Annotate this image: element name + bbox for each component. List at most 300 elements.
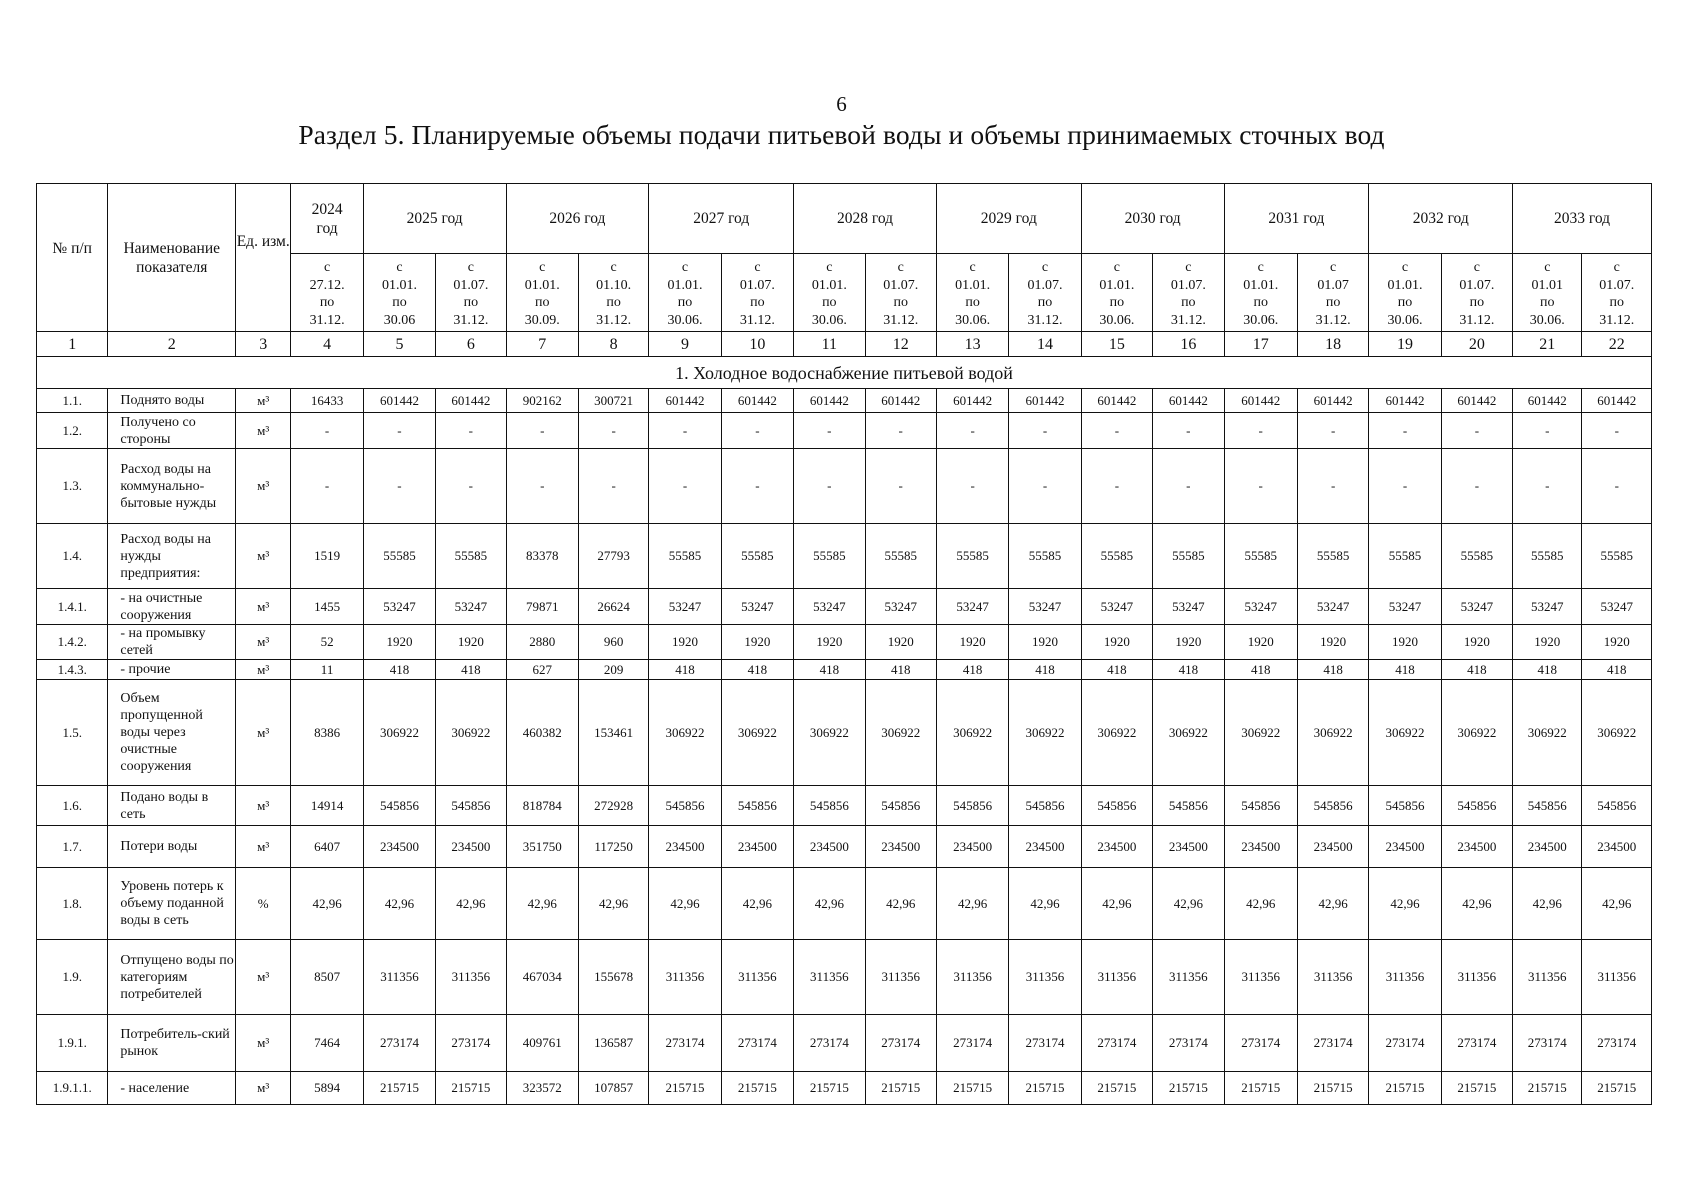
row-value: 311356: [721, 940, 793, 1015]
row-value: 418: [1369, 660, 1441, 680]
period-line: 27.12.: [309, 277, 345, 293]
row-value: 601442: [1081, 389, 1152, 413]
row-number: 1.9.1.1.: [37, 1072, 108, 1105]
row-value: 311356: [1513, 940, 1582, 1015]
period-line: 30.06.: [1099, 312, 1135, 328]
row-value: 8507: [291, 940, 363, 1015]
table-row: [37, 868, 1652, 940]
period-line: 01.07.: [1599, 277, 1635, 293]
row-value: -: [1224, 449, 1297, 524]
row-value: 215715: [1224, 1072, 1297, 1105]
period-line: по: [1253, 295, 1268, 310]
row-value: 545856: [436, 786, 506, 826]
row-value: 311356: [936, 940, 1008, 1015]
row-number: 1.4.1.: [37, 589, 108, 625]
column-number: 14: [1009, 332, 1081, 357]
row-value: 311356: [1369, 940, 1441, 1015]
row-value: 42,96: [1441, 868, 1512, 940]
section-title: Раздел 5. Планируемые объемы подачи питьевой воды и объемы принимаемых сточных вод: [298, 119, 1385, 150]
column-number: 18: [1297, 332, 1368, 357]
row-value: 55585: [1224, 524, 1297, 589]
row-name: - население: [108, 1072, 236, 1105]
row-value: 215715: [1081, 1072, 1152, 1105]
period-line: по: [1397, 295, 1413, 310]
row-value: 1920: [436, 625, 506, 660]
row-value: 215715: [436, 1072, 506, 1105]
row-value: 545856: [865, 786, 936, 826]
row-value: 42,96: [1153, 868, 1224, 940]
header-year: 2032 год: [1369, 184, 1513, 254]
period-line: по: [1469, 295, 1485, 310]
header-year-2024: 2024 год: [291, 184, 363, 254]
period-line: 31.12.: [739, 312, 775, 328]
header-period: [936, 254, 1008, 332]
row-value: 234500: [363, 826, 435, 868]
row-value: 55585: [794, 524, 865, 589]
row-value: -: [578, 413, 648, 449]
row-value: 306922: [1513, 680, 1582, 786]
section-heading: 1. Холодное водоснабжение питьевой водой: [37, 357, 1652, 389]
row-value: 53247: [1297, 589, 1368, 625]
header-period: [436, 254, 506, 332]
column-number: 13: [936, 332, 1008, 357]
row-value: 601442: [721, 389, 793, 413]
row-value: 1519: [291, 524, 363, 589]
row-value: 42,96: [1369, 868, 1441, 940]
row-number: 1.3.: [37, 449, 108, 524]
header-period: [578, 254, 648, 332]
row-value: 215715: [1009, 1072, 1081, 1105]
row-value: 215715: [1369, 1072, 1441, 1105]
header-year: 2027 год: [649, 184, 794, 254]
row-value: 601442: [649, 389, 721, 413]
row-value: 1920: [936, 625, 1008, 660]
row-value: -: [291, 413, 363, 449]
row-value: -: [1081, 449, 1152, 524]
row-unit: м³: [236, 413, 291, 449]
row-value: 627: [506, 660, 578, 680]
row-value: 273174: [1081, 1015, 1152, 1072]
period-line: 01.10.: [596, 277, 632, 293]
period-line: по: [1109, 295, 1125, 310]
row-value: 53247: [436, 589, 506, 625]
row-value: 418: [436, 660, 506, 680]
row-value: 215715: [794, 1072, 865, 1105]
row-value: 1920: [721, 625, 793, 660]
period-line: 31.12.: [596, 312, 632, 328]
row-value: 234500: [936, 826, 1008, 868]
period-line: 01.07: [1317, 277, 1349, 293]
row-name: Расход воды на нужды предприятия:: [108, 524, 236, 589]
column-number: 17: [1224, 332, 1297, 357]
row-value: 215715: [1441, 1072, 1512, 1105]
row-value: 306922: [1369, 680, 1441, 786]
page-number: 6: [836, 92, 847, 116]
row-value: 234500: [1513, 826, 1582, 868]
header-name: Наименование показателя: [108, 184, 236, 332]
period-line: 30.06: [383, 312, 416, 328]
table-row: [37, 413, 1652, 449]
row-value: 418: [1081, 660, 1152, 680]
header-period: [1582, 254, 1652, 332]
row-number: 1.5.: [37, 680, 108, 786]
row-value: 215715: [1153, 1072, 1224, 1105]
row-value: 418: [1224, 660, 1297, 680]
row-value: 273174: [436, 1015, 506, 1072]
row-value: 545856: [1009, 786, 1081, 826]
row-value: 42,96: [1582, 868, 1652, 940]
period-line: по: [463, 295, 479, 310]
period-line: с: [826, 260, 833, 275]
period-line: 01.01.: [524, 277, 560, 293]
period-line: 01.01.: [811, 277, 847, 293]
row-number: 1.4.: [37, 524, 108, 589]
period-line: 01.07.: [1459, 277, 1495, 293]
column-number: 2: [108, 332, 236, 357]
period-line: 01.01.: [1099, 277, 1135, 293]
row-unit: м³: [236, 524, 291, 589]
row-value: 234500: [1441, 826, 1512, 868]
row-value: 300721: [578, 389, 648, 413]
row-value: 418: [936, 660, 1008, 680]
column-number: 15: [1081, 332, 1152, 357]
column-number: 7: [506, 332, 578, 357]
period-line: с: [1257, 260, 1264, 275]
row-name: - на очистные сооружения: [108, 589, 236, 625]
row-value: 273174: [649, 1015, 721, 1072]
row-value: 601442: [1441, 389, 1512, 413]
column-number: 20: [1441, 332, 1512, 357]
row-value: 42,96: [1297, 868, 1368, 940]
row-value: 55585: [436, 524, 506, 589]
period-line: с: [1185, 260, 1192, 275]
row-value: 26624: [578, 589, 648, 625]
row-value: 418: [1297, 660, 1368, 680]
period-line: с: [323, 260, 331, 275]
row-value: 1920: [649, 625, 721, 660]
row-name: - прочие: [108, 660, 236, 680]
row-value: 545856: [1513, 786, 1582, 826]
row-value: 107857: [578, 1072, 648, 1105]
row-value: -: [363, 413, 435, 449]
table-row: [37, 1015, 1652, 1072]
header-year: 2030 год: [1081, 184, 1224, 254]
row-value: 53247: [865, 589, 936, 625]
row-name: Уровень потерь к объему поданной воды в сеть: [108, 868, 236, 940]
period-line: по: [677, 295, 693, 310]
row-value: 27793: [578, 524, 648, 589]
row-value: 42,96: [1513, 868, 1582, 940]
period-line: 01.07.: [1170, 277, 1206, 293]
row-number: 1.8.: [37, 868, 108, 940]
row-value: 311356: [1441, 940, 1512, 1015]
row-value: -: [578, 449, 648, 524]
row-value: -: [1441, 413, 1512, 449]
row-value: 418: [865, 660, 936, 680]
row-value: 306922: [1224, 680, 1297, 786]
period-line: с: [1401, 260, 1409, 275]
period-line: по: [319, 295, 335, 310]
period-line: по: [750, 295, 765, 310]
period-line: по: [965, 295, 980, 310]
row-value: 601442: [794, 389, 865, 413]
row-value: 601442: [1513, 389, 1582, 413]
column-number: 5: [363, 332, 435, 357]
row-value: -: [721, 449, 793, 524]
row-value: 42,96: [1224, 868, 1297, 940]
row-value: 53247: [1441, 589, 1512, 625]
row-value: 52: [291, 625, 363, 660]
row-value: 273174: [1582, 1015, 1652, 1072]
period-line: 30.06.: [1387, 312, 1423, 328]
row-unit: м³: [236, 625, 291, 660]
column-number: 1: [37, 332, 108, 357]
row-value: -: [1224, 413, 1297, 449]
row-value: 42,96: [649, 868, 721, 940]
row-value: 215715: [721, 1072, 793, 1105]
row-value: -: [436, 413, 506, 449]
row-value: 16433: [291, 389, 363, 413]
period-line: с: [610, 260, 617, 275]
row-value: 42,96: [506, 868, 578, 940]
section-heading-row: [37, 357, 1652, 389]
period-line: 31.12.: [883, 312, 919, 328]
row-value: 545856: [1153, 786, 1224, 826]
row-value: 55585: [1081, 524, 1152, 589]
row-value: 601442: [1153, 389, 1224, 413]
row-value: 234500: [1297, 826, 1368, 868]
period-line: 31.12.: [1170, 312, 1206, 328]
period-line: по: [1609, 295, 1624, 310]
row-unit: м³: [236, 449, 291, 524]
period-line: по: [1037, 295, 1053, 310]
header-row-years: [37, 184, 1652, 254]
row-value: 545856: [1297, 786, 1368, 826]
row-value: 117250: [578, 826, 648, 868]
period-line: по: [893, 295, 908, 310]
table-row: [37, 940, 1652, 1015]
row-value: 5894: [291, 1072, 363, 1105]
row-value: 323572: [506, 1072, 578, 1105]
row-value: 55585: [1009, 524, 1081, 589]
period-line: 01.01: [1531, 277, 1564, 293]
row-value: 79871: [506, 589, 578, 625]
row-value: 545856: [794, 786, 865, 826]
row-value: -: [721, 413, 793, 449]
table-row: [37, 786, 1652, 826]
row-value: 409761: [506, 1015, 578, 1072]
period-line: с: [467, 260, 474, 275]
row-value: 545856: [1582, 786, 1652, 826]
row-value: 55585: [936, 524, 1008, 589]
table-row: [37, 389, 1652, 413]
row-value: 215715: [936, 1072, 1008, 1105]
header-period: [1009, 254, 1081, 332]
row-value: 545856: [1081, 786, 1152, 826]
row-value: 53247: [1009, 589, 1081, 625]
row-value: -: [936, 413, 1008, 449]
period-line: по: [1540, 295, 1555, 310]
water-volumes-table: [36, 183, 1652, 1105]
period-line: по: [822, 295, 837, 310]
row-value: 306922: [649, 680, 721, 786]
row-value: 55585: [363, 524, 435, 589]
period-line: с: [1544, 260, 1551, 275]
row-value: 273174: [1513, 1015, 1582, 1072]
row-value: 273174: [363, 1015, 435, 1072]
row-value: 311356: [1009, 940, 1081, 1015]
header-period: [721, 254, 793, 332]
row-unit: м³: [236, 680, 291, 786]
row-value: 306922: [1009, 680, 1081, 786]
row-unit: м³: [236, 1072, 291, 1105]
row-value: 545856: [1224, 786, 1297, 826]
row-value: 306922: [363, 680, 435, 786]
period-line: по: [606, 295, 621, 310]
period-line: по: [534, 295, 550, 310]
row-value: -: [794, 449, 865, 524]
row-value: 53247: [1081, 589, 1152, 625]
row-value: 601442: [865, 389, 936, 413]
period-line: 01.07.: [739, 277, 775, 293]
row-value: 273174: [1297, 1015, 1368, 1072]
row-value: 53247: [649, 589, 721, 625]
period-line: с: [1113, 260, 1121, 275]
row-value: 42,96: [291, 868, 363, 940]
header-unit: Ед. изм.: [236, 184, 291, 332]
column-number: 3: [236, 332, 291, 357]
row-value: 273174: [721, 1015, 793, 1072]
period-line: 31.12.: [1027, 312, 1063, 328]
row-value: 1455: [291, 589, 363, 625]
table-row: [37, 589, 1652, 625]
period-line: 30.06.: [1529, 312, 1565, 328]
header-period: [1297, 254, 1368, 332]
row-value: 1920: [363, 625, 435, 660]
row-value: 273174: [794, 1015, 865, 1072]
table-row: [37, 625, 1652, 660]
row-unit: %: [236, 868, 291, 940]
row-value: 311356: [363, 940, 435, 1015]
row-value: 311356: [436, 940, 506, 1015]
period-line: по: [1181, 295, 1196, 310]
row-value: 1920: [1009, 625, 1081, 660]
row-value: 418: [649, 660, 721, 680]
row-value: 1920: [865, 625, 936, 660]
period-line: с: [1613, 260, 1620, 275]
row-value: 55585: [721, 524, 793, 589]
row-unit: м³: [236, 660, 291, 680]
row-value: 272928: [578, 786, 648, 826]
row-value: 8386: [291, 680, 363, 786]
row-value: 306922: [1582, 680, 1652, 786]
period-line: 01.07.: [453, 277, 489, 293]
row-value: -: [649, 449, 721, 524]
row-unit: м³: [236, 786, 291, 826]
row-value: 418: [1009, 660, 1081, 680]
row-name: Поднято воды: [108, 389, 236, 413]
row-number: 1.4.2.: [37, 625, 108, 660]
row-value: 311356: [794, 940, 865, 1015]
row-value: 42,96: [1009, 868, 1081, 940]
period-line: с: [1041, 260, 1049, 275]
row-value: -: [291, 449, 363, 524]
row-value: 601442: [1369, 389, 1441, 413]
row-value: 601442: [936, 389, 1008, 413]
row-number: 1.1.: [37, 389, 108, 413]
period-line: 01.07.: [1027, 277, 1063, 293]
row-value: -: [506, 413, 578, 449]
row-value: 418: [721, 660, 793, 680]
period-line: 01.07.: [883, 277, 919, 293]
row-name: Расход воды на коммунально-бытовые нужды: [108, 449, 236, 524]
row-value: 42,96: [936, 868, 1008, 940]
row-value: -: [1153, 449, 1224, 524]
row-value: 1920: [1224, 625, 1297, 660]
row-value: 153461: [578, 680, 648, 786]
table-row: [37, 660, 1652, 680]
row-value: -: [1513, 413, 1582, 449]
row-value: 1920: [1369, 625, 1441, 660]
row-value: 234500: [794, 826, 865, 868]
row-value: 234500: [436, 826, 506, 868]
row-value: -: [363, 449, 435, 524]
row-value: 902162: [506, 389, 578, 413]
table-row: [37, 449, 1652, 524]
table-row: [37, 1072, 1652, 1105]
row-value: 311356: [649, 940, 721, 1015]
row-value: 306922: [436, 680, 506, 786]
period-line: с: [539, 260, 546, 275]
period-line: 31.12.: [453, 312, 489, 328]
period-line: 01.01.: [381, 277, 417, 293]
row-value: 418: [363, 660, 435, 680]
row-value: 273174: [1441, 1015, 1512, 1072]
row-value: 311356: [1582, 940, 1652, 1015]
header-period: [1513, 254, 1582, 332]
row-value: 53247: [1153, 589, 1224, 625]
row-value: -: [1369, 449, 1441, 524]
row-value: 83378: [506, 524, 578, 589]
row-value: 273174: [865, 1015, 936, 1072]
row-value: 53247: [1513, 589, 1582, 625]
header-period: [865, 254, 936, 332]
column-number: 12: [865, 332, 936, 357]
header-period: [506, 254, 578, 332]
row-value: 136587: [578, 1015, 648, 1072]
row-value: 960: [578, 625, 648, 660]
row-unit: м³: [236, 940, 291, 1015]
row-value: 1920: [1297, 625, 1368, 660]
row-value: 42,96: [578, 868, 648, 940]
header-period: [1224, 254, 1297, 332]
row-value: 155678: [578, 940, 648, 1015]
row-name: Потребитель-ский рынок: [108, 1015, 236, 1072]
row-value: 55585: [1441, 524, 1512, 589]
row-value: 306922: [936, 680, 1008, 786]
period-line: с: [396, 260, 403, 275]
row-name: - на промывку сетей: [108, 625, 236, 660]
row-value: -: [1297, 449, 1368, 524]
row-value: 311356: [1081, 940, 1152, 1015]
header-number: № п/п: [37, 184, 108, 332]
header-period: [363, 254, 435, 332]
row-value: 53247: [794, 589, 865, 625]
row-value: 42,96: [721, 868, 793, 940]
period-line: по: [392, 295, 407, 310]
row-value: 601442: [1009, 389, 1081, 413]
header-year: 2025 год: [363, 184, 506, 254]
